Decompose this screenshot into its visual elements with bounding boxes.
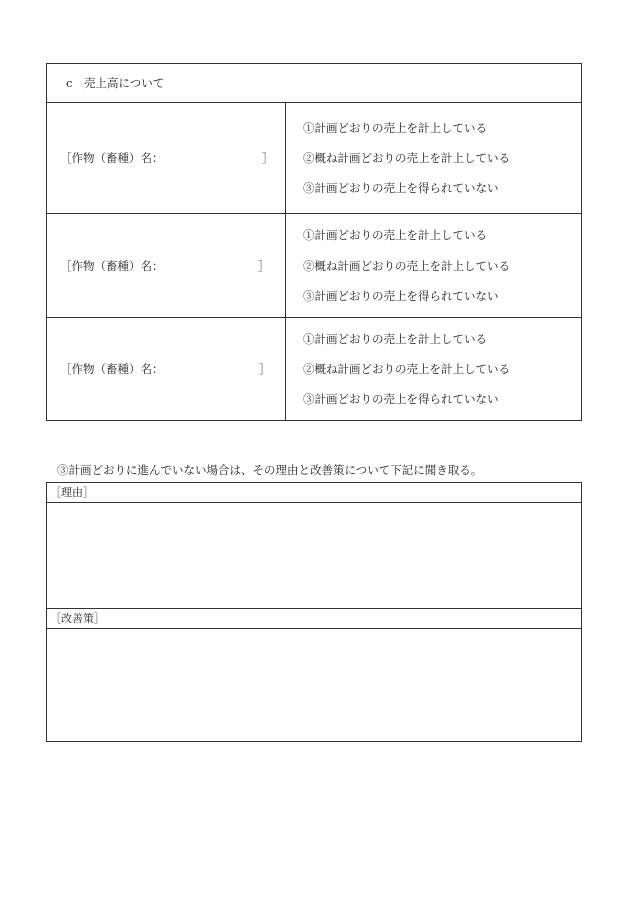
table-column-divider [285,102,286,420]
table-left-border [46,63,47,420]
improvement-label: ［改善策］ [50,612,105,625]
crop-name-label: ［作物（畜種）名： [60,362,164,376]
table-top-border [46,63,582,64]
section-c-title: c 売上高について [66,76,165,90]
crop-name-label: ［作物（畜種）名： [60,259,164,273]
table-row-divider [46,317,582,318]
box-bottom-border [46,741,582,742]
crop-name-bracket-close: ］ [259,362,271,376]
table-bottom-border [46,420,582,421]
crop-name-bracket-close: ］ [262,151,274,165]
table-row-divider [46,213,582,214]
sales-option-3: ③計画どおりの売上を得られていない [303,181,499,195]
improvement-text-area[interactable] [47,629,581,741]
sales-option-1: ①計画どおりの売上を計上している [303,121,487,135]
section-3-instruction: ③計画どおりに進んでいない場合は、その理由と改善策について下記に聞き取る。 [57,463,483,477]
reason-label: ［理由］ [50,486,94,499]
sales-option-2: ②概ね計画どおりの売上を計上している [303,362,510,376]
crop-name-label: ［作物（畜種）名： [60,151,164,165]
table-header-divider [46,102,582,103]
table-right-border [581,63,582,420]
sales-option-1: ①計画どおりの売上を計上している [303,228,487,242]
box-right-border [581,482,582,741]
sales-option-3: ③計画どおりの売上を得られていない [303,392,499,406]
sales-option-1: ①計画どおりの売上を計上している [303,332,487,346]
box-top-border [46,482,582,483]
crop-name-bracket-close: ］ [258,259,270,273]
sales-option-2: ②概ね計画どおりの売上を計上している [303,151,510,165]
sales-option-3: ③計画どおりの売上を得られていない [303,289,499,303]
improvement-top-divider [46,608,582,609]
reason-text-area[interactable] [47,503,581,608]
sales-option-2: ②概ね計画どおりの売上を計上している [303,259,510,273]
